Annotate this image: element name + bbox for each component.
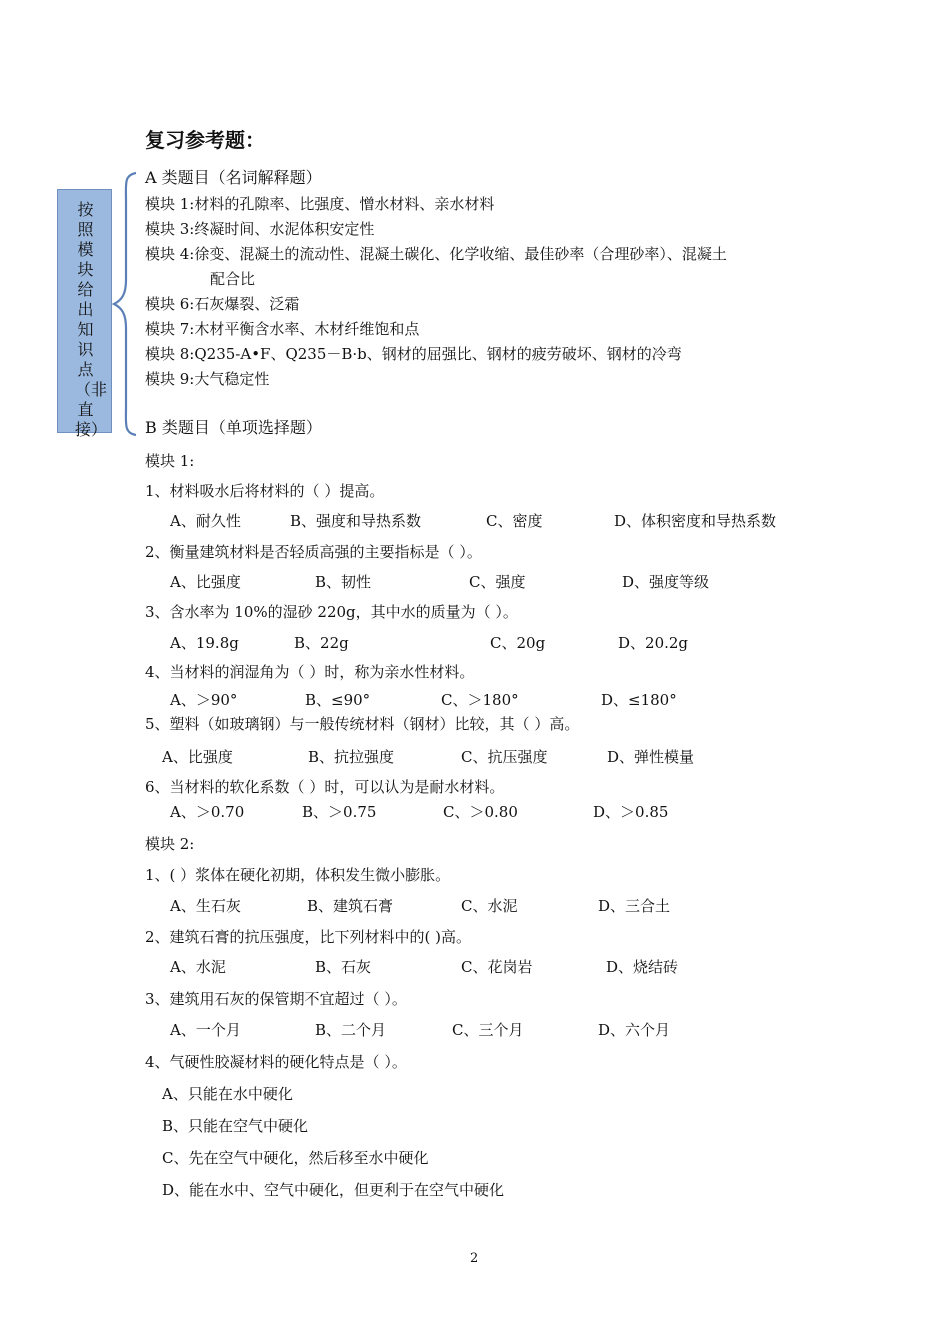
option: D、强度等级 — [622, 573, 710, 591]
option: B、韧性 — [315, 573, 372, 591]
option: B、二个月 — [315, 1021, 387, 1039]
question: 1、材料吸水后将材料的（ ）提高。 — [145, 482, 385, 500]
option: A、比强度 — [170, 573, 241, 591]
option: D、＞0.85 — [593, 803, 669, 821]
option: B、＞0.75 — [302, 803, 377, 821]
question: 4、当材料的润湿角为（ ）时，称为亲水性材料。 — [145, 663, 475, 681]
option: B、建筑石膏 — [307, 897, 394, 915]
section-a-module-1 — [145, 193, 494, 214]
module-text: 徐变、混凝土的流动性、混凝土碳化、化学收缩、最佳砂率（合理砂率）、混凝土 — [194, 245, 727, 263]
option: D、烧结砖 — [606, 958, 679, 976]
section-a-module-6 — [145, 293, 299, 314]
side-note-text: 按照模块给出知识点（非直接） — [75, 200, 108, 439]
option: C、＞180° — [441, 691, 519, 709]
option: D、20.2g — [618, 634, 689, 652]
option: A、一个月 — [170, 1021, 241, 1039]
option: D、≤180° — [601, 691, 677, 709]
option: A、19.8g — [170, 634, 239, 652]
option: C、三个月 — [452, 1021, 524, 1039]
module-label: 模块 8: — [145, 345, 195, 363]
section-a-heading: A 类题目（名词解释题） — [145, 168, 322, 187]
module-text: 木材平衡含水率、木材纤维饱和点 — [194, 320, 420, 338]
option: A、比强度 — [162, 748, 233, 766]
option: D、体积密度和导热系数 — [614, 512, 777, 530]
module-label: 模块 9: — [145, 370, 195, 388]
option: D、六个月 — [598, 1021, 671, 1039]
option: C、花岗岩 — [461, 958, 533, 976]
question: 6、当材料的软化系数（ ）时，可以认为是耐水材料。 — [145, 778, 505, 796]
option: C、抗压强度 — [461, 748, 548, 766]
section-a-module-4 — [145, 243, 727, 264]
option: A、＞0.70 — [170, 803, 245, 821]
module-text: 材料的孔隙率、比强度、憎水材料、亲水材料 — [194, 195, 495, 213]
page-number: 2 — [470, 1251, 479, 1266]
question: 3、建筑用石灰的保管期不宜超过（ ）。 — [145, 990, 407, 1008]
option: A、＞90° — [170, 691, 238, 709]
option: B、22g — [294, 634, 349, 652]
section-a-module-8 — [145, 343, 682, 364]
question: 3、含水率为 10%的湿砂 220g，其中水的质量为（ ）。 — [145, 603, 518, 621]
option: B、强度和导热系数 — [290, 512, 422, 530]
option: C、＞0.80 — [443, 803, 518, 821]
module-label: 模块 6: — [145, 295, 195, 313]
module-label: 模块 7: — [145, 320, 195, 338]
option: C、水泥 — [461, 897, 518, 915]
module-text: 大气稳定性 — [194, 370, 270, 388]
module-text: 石灰爆裂、泛霜 — [194, 295, 300, 313]
section-a-module-4-continuation: 配合比 — [210, 270, 256, 288]
question: 4、气硬性胶凝材料的硬化特点是（ ）。 — [145, 1053, 407, 1071]
module2-label: 模块 2: — [145, 835, 195, 853]
module-label: 模块 4: — [145, 245, 195, 263]
curly-brace-icon — [110, 170, 140, 438]
side-note-box — [57, 189, 112, 439]
option: B、抗拉强度 — [308, 748, 395, 766]
option: A、只能在水中硬化 — [162, 1085, 293, 1103]
module1-label: 模块 1: — [145, 452, 195, 470]
option: C、先在空气中硬化，然后移至水中硬化 — [162, 1149, 429, 1167]
module-label: 模块 1: — [145, 195, 195, 213]
option: B、只能在空气中硬化 — [162, 1117, 309, 1135]
option: B、≤90° — [305, 691, 371, 709]
section-b-heading: B 类题目（单项选择题） — [145, 418, 322, 437]
option: D、三合土 — [598, 897, 671, 915]
module-label: 模块 3: — [145, 220, 195, 238]
question: 2、衡量建筑材料是否轻质高强的主要指标是（ ）。 — [145, 543, 482, 561]
option: A、耐久性 — [170, 512, 241, 530]
option: D、弹性模量 — [607, 748, 695, 766]
question: 5、塑料（如玻璃钢）与一般传统材料（钢材）比较，其（ ）高。 — [145, 715, 580, 733]
question: 1、( ）浆体在硬化初期，体积发生微小膨胀。 — [145, 866, 451, 884]
section-a-module-7 — [145, 318, 419, 339]
module-text: Q235-A•F、Q235－B·b、钢材的屈强比、钢材的疲劳破坏、钢材的冷弯 — [194, 345, 682, 363]
option: A、水泥 — [170, 958, 226, 976]
option: C、20g — [490, 634, 546, 652]
question: 2、建筑石膏的抗压强度，比下列材料中的( )高。 — [145, 928, 472, 946]
option: A、生石灰 — [170, 897, 241, 915]
page-title: 复习参考题： — [145, 128, 265, 152]
option: D、能在水中、空气中硬化，但更利于在空气中硬化 — [162, 1181, 505, 1199]
section-a-module-3 — [145, 218, 374, 239]
option: C、强度 — [469, 573, 526, 591]
module-text: 终凝时间、水泥体积安定性 — [194, 220, 375, 238]
option: B、石灰 — [315, 958, 372, 976]
section-a-module-9 — [145, 368, 269, 389]
option: C、密度 — [486, 512, 543, 530]
